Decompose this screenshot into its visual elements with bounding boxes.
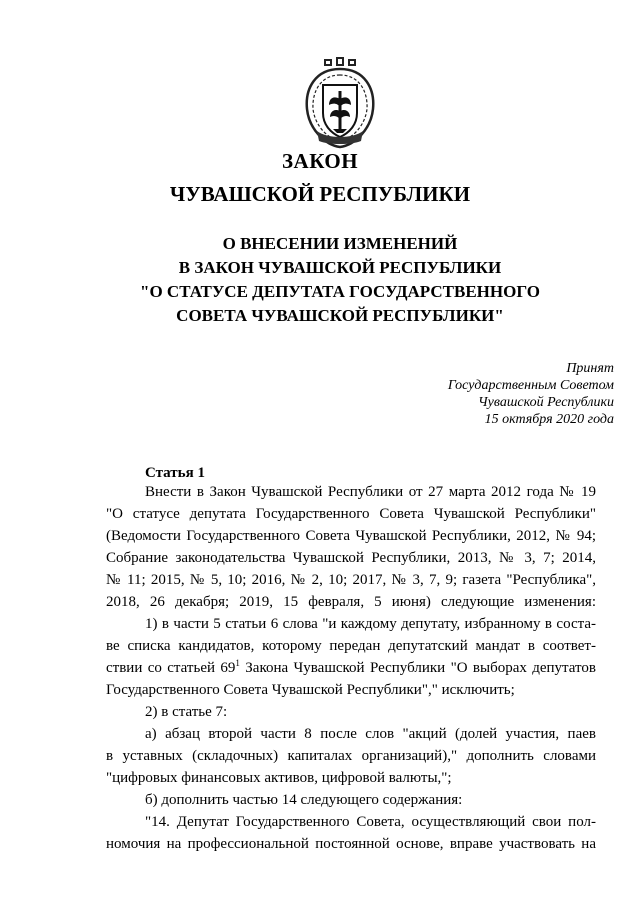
adoption-date: 15 октября 2020 года xyxy=(484,412,614,427)
article-heading: Статья 1 xyxy=(145,465,205,481)
adoption-note-line: Государственным Советом xyxy=(447,378,614,393)
adoption-note-line: Чувашской Республики xyxy=(478,395,614,410)
body-text-line: ве списка кандидатов, которому передан депутатский мандат в соответ- xyxy=(106,638,596,654)
body-text-line xyxy=(106,657,596,679)
body-text-line: "14. Депутат Государственного Совета, осуществляющий свои пол- xyxy=(145,814,596,830)
republic-title: ЧУВАШСКОЙ РЕСПУБЛИКИ xyxy=(169,182,471,206)
body-text-line: "цифровых финансовых активов, цифровой валюты,"; xyxy=(106,770,452,786)
superscript-index: 1 xyxy=(235,658,240,668)
body-text-fragment: ствии со статьей 69 xyxy=(106,660,236,676)
body-text-line: 2018, 26 декабря; 2019, 15 февраля, 5 июня) следующие изменения: xyxy=(106,594,596,610)
body-text-line: Собрание законодательства Чувашской Республики, 2013, № 3, 7; 2014, xyxy=(106,550,596,566)
body-text-line: Государственного Совета Чувашской Республики"," исключить; xyxy=(106,682,515,698)
body-text-line: 2) в статье 7: xyxy=(145,704,228,720)
body-text-line: Внести в Закон Чувашской Республики от 27 марта 2012 года № 19 xyxy=(145,484,596,500)
body-text-line: а) абзац второй части 8 после слов "акций (долей участия, паев xyxy=(145,726,596,742)
chuvash-coat-of-arms-emblem xyxy=(297,55,383,151)
law-title: ЗАКОН xyxy=(281,149,359,173)
body-text-line: в уставных (складочных) капиталах организаций)," дополнить словами xyxy=(106,748,596,764)
law-subtitle-line: О ВНЕСЕНИИ ИЗМЕНЕНИЙ xyxy=(222,234,458,253)
law-subtitle-line: "О СТАТУСЕ ДЕПУТАТА ГОСУДАРСТВЕННОГО xyxy=(140,282,540,301)
body-text-line: б) дополнить частью 14 следующего содержания: xyxy=(145,792,463,808)
body-text-line: номочия на профессиональной постоянной основе, вправе участвовать на xyxy=(106,836,596,852)
body-text-line: 1) в части 5 статьи 6 слова "и каждому депутату, избранному в соста- xyxy=(145,616,596,632)
body-text-fragment: Закона Чувашской Республики "О выборах депутатов xyxy=(239,660,596,676)
law-subtitle-line: В ЗАКОН ЧУВАШСКОЙ РЕСПУБЛИКИ xyxy=(178,258,502,277)
body-text-line: (Ведомости Государственного Совета Чувашской Республики, 2012, № 94; xyxy=(106,528,596,544)
law-subtitle-line: СОВЕТА ЧУВАШСКОЙ РЕСПУБЛИКИ" xyxy=(176,306,504,325)
adoption-note-line: Принят xyxy=(566,361,614,376)
body-text-line: № 11; 2015, № 5, 10; 2016, № 2, 10; 2017, № 3, 7, 9; газета "Республика", xyxy=(106,572,596,588)
body-text-line: "О статусе депутата Государственного Совета Чувашской Республики" xyxy=(106,506,596,522)
